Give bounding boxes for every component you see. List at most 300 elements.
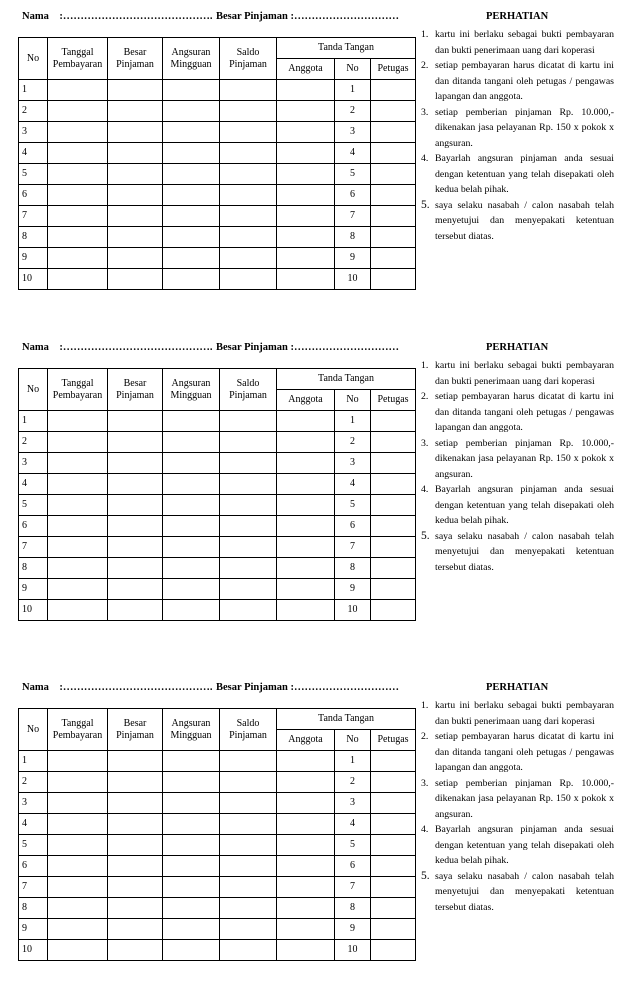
- sign-number: 8: [335, 558, 371, 579]
- note-number: 1.: [421, 360, 429, 371]
- col-header-tanda-tangan: Tanda Tangan: [277, 369, 416, 390]
- petugas-sign-cell: [371, 495, 416, 516]
- tanggal-cell: [48, 516, 108, 537]
- col-header-angsuran: Angsuran Mingguan: [163, 369, 220, 411]
- table-row: [19, 474, 416, 495]
- saldo-cell: [220, 432, 277, 453]
- anggota-sign-cell: [277, 856, 335, 877]
- tanggal-cell: [48, 248, 108, 269]
- angsuran-cell: [163, 495, 220, 516]
- table-row: [19, 835, 416, 856]
- petugas-sign-cell: [371, 558, 416, 579]
- col-header-angsuran: Angsuran Mingguan: [163, 709, 220, 751]
- besar-cell: [108, 919, 163, 940]
- table-row: [19, 600, 416, 621]
- besar-cell: [108, 516, 163, 537]
- petugas-sign-cell: [371, 474, 416, 495]
- petugas-sign-cell: [371, 411, 416, 432]
- note-text: saya selaku nasabah / calon nasabah telah menyetujui dan menyepakati ketentuan tersebut diatas.: [435, 199, 614, 242]
- petugas-sign-cell: [371, 814, 416, 835]
- note-text: setiap pemberian pinjaman Rp. 10.000,- dikenakan jasa pelayanan Rp. 150 x pokok x angsuran.: [435, 106, 614, 149]
- besar-cell: [108, 537, 163, 558]
- note-number: 2.: [421, 731, 429, 742]
- petugas-sign-cell: [371, 772, 416, 793]
- angsuran-cell: [163, 772, 220, 793]
- angsuran-cell: [163, 474, 220, 495]
- sign-number: 1: [335, 411, 371, 432]
- saldo-cell: [220, 269, 277, 290]
- saldo-cell: [220, 793, 277, 814]
- list-item: [418, 27, 614, 58]
- perhatian-notes: [418, 358, 614, 575]
- col-header-anggota: Anggota: [277, 730, 335, 751]
- anggota-sign-cell: [277, 269, 335, 290]
- installment-card: [0, 11, 638, 331]
- saldo-cell: [220, 856, 277, 877]
- list-item: [418, 105, 614, 152]
- row-number: 5: [19, 835, 48, 856]
- tanggal-cell: [48, 940, 108, 961]
- besar-cell: [108, 495, 163, 516]
- table-row: [19, 227, 416, 248]
- besar-cell: [108, 474, 163, 495]
- angsuran-cell: [163, 453, 220, 474]
- sign-number: 9: [335, 919, 371, 940]
- table-row: [19, 269, 416, 290]
- angsuran-cell: [163, 248, 220, 269]
- installment-card: [0, 682, 638, 1002]
- note-number: 3.: [421, 106, 429, 118]
- besar-pinjaman-fill-line: :…………………………: [290, 11, 399, 22]
- besar-pinjaman-label: Besar Pinjaman :…………………………: [216, 342, 399, 353]
- tanggal-cell: [48, 600, 108, 621]
- row-number: 10: [19, 269, 48, 290]
- besar-cell: [108, 814, 163, 835]
- saldo-cell: [220, 227, 277, 248]
- sign-number: 5: [335, 495, 371, 516]
- col-header-besar-pinjaman: Besar Pinjaman: [108, 709, 163, 751]
- angsuran-cell: [163, 227, 220, 248]
- list-item: [418, 698, 614, 729]
- besar-pinjaman-label: Besar Pinjaman :…………………………: [216, 682, 399, 693]
- sign-number: 3: [335, 453, 371, 474]
- note-number: 1.: [421, 29, 429, 40]
- col-header-petugas: Petugas: [371, 390, 416, 411]
- tanggal-cell: [48, 877, 108, 898]
- note-text: setiap pembayaran harus dicatat di kartu ini dan ditanda tangani oleh petugas / pengawas lapangan dan anggota.: [435, 60, 614, 102]
- besar-cell: [108, 164, 163, 185]
- sign-number: 4: [335, 143, 371, 164]
- table-row: [19, 122, 416, 143]
- note-number: 4.: [421, 824, 429, 835]
- sign-number: 7: [335, 877, 371, 898]
- col-header-besar-pinjaman: Besar Pinjaman: [108, 369, 163, 411]
- row-number: 3: [19, 793, 48, 814]
- row-number: 4: [19, 474, 48, 495]
- tanggal-cell: [48, 122, 108, 143]
- saldo-cell: [220, 772, 277, 793]
- payment-table: [18, 37, 416, 290]
- anggota-sign-cell: [277, 206, 335, 227]
- tanggal-cell: [48, 80, 108, 101]
- sign-number: 6: [335, 516, 371, 537]
- anggota-sign-cell: [277, 143, 335, 164]
- angsuran-cell: [163, 835, 220, 856]
- table-row: [19, 814, 416, 835]
- petugas-sign-cell: [371, 164, 416, 185]
- besar-cell: [108, 101, 163, 122]
- angsuran-cell: [163, 516, 220, 537]
- perhatian-notes: [418, 698, 614, 915]
- col-header-no: No: [19, 369, 48, 411]
- sign-number: 5: [335, 164, 371, 185]
- petugas-sign-cell: [371, 143, 416, 164]
- col-header-no-sig: No: [335, 730, 371, 751]
- row-number: 2: [19, 772, 48, 793]
- row-number: 2: [19, 432, 48, 453]
- col-header-tanggal: Tanggal Pembayaran: [48, 369, 108, 411]
- petugas-sign-cell: [371, 453, 416, 474]
- note-text: Bayarlah angsuran pinjaman anda sesuai dengan ketentuan yang telah disepakati oleh kedua belah pihak.: [435, 153, 614, 195]
- anggota-sign-cell: [277, 558, 335, 579]
- sign-number: 3: [335, 122, 371, 143]
- besar-cell: [108, 856, 163, 877]
- col-header-no-sig: No: [335, 390, 371, 411]
- petugas-sign-cell: [371, 940, 416, 961]
- list-item: [418, 869, 614, 916]
- col-header-anggota: Anggota: [277, 390, 335, 411]
- petugas-sign-cell: [371, 856, 416, 877]
- anggota-sign-cell: [277, 772, 335, 793]
- anggota-sign-cell: [277, 122, 335, 143]
- list-item: [418, 529, 614, 576]
- besar-cell: [108, 793, 163, 814]
- anggota-sign-cell: [277, 898, 335, 919]
- row-number: 4: [19, 814, 48, 835]
- note-number: 5.: [421, 529, 430, 542]
- tanggal-cell: [48, 227, 108, 248]
- col-header-angsuran: Angsuran Mingguan: [163, 38, 220, 80]
- col-header-no: No: [19, 38, 48, 80]
- tanggal-cell: [48, 164, 108, 185]
- angsuran-cell: [163, 164, 220, 185]
- col-header-tanda-tangan: Tanda Tangan: [277, 709, 416, 730]
- saldo-cell: [220, 898, 277, 919]
- sign-number: 10: [335, 940, 371, 961]
- anggota-sign-cell: [277, 940, 335, 961]
- petugas-sign-cell: [371, 101, 416, 122]
- tanggal-cell: [48, 814, 108, 835]
- besar-cell: [108, 558, 163, 579]
- anggota-sign-cell: [277, 227, 335, 248]
- list-item: [418, 151, 614, 198]
- table-row: [19, 453, 416, 474]
- row-number: 1: [19, 751, 48, 772]
- tanggal-cell: [48, 143, 108, 164]
- col-header-saldo: Saldo Pinjaman: [220, 38, 277, 80]
- anggota-sign-cell: [277, 600, 335, 621]
- sign-number: 8: [335, 898, 371, 919]
- note-text: setiap pemberian pinjaman Rp. 10.000,- dikenakan jasa pelayanan Rp. 150 x pokok x angsuran.: [435, 777, 614, 820]
- saldo-cell: [220, 814, 277, 835]
- petugas-sign-cell: [371, 877, 416, 898]
- note-text: setiap pemberian pinjaman Rp. 10.000,- dikenakan jasa pelayanan Rp. 150 x pokok x angsuran.: [435, 437, 614, 480]
- nama-label: Nama :…………………………………….: [22, 342, 213, 353]
- besar-cell: [108, 877, 163, 898]
- col-header-anggota: Anggota: [277, 59, 335, 80]
- note-text: kartu ini berlaku sebagai bukti pembayaran dan bukti penerimaan uang dari koperasi: [435, 360, 614, 387]
- note-number: 1.: [421, 700, 429, 711]
- table-row: [19, 751, 416, 772]
- col-header-petugas: Petugas: [371, 730, 416, 751]
- nama-label: Nama :…………………………………….: [22, 682, 213, 693]
- table-row: [19, 877, 416, 898]
- col-header-saldo: Saldo Pinjaman: [220, 369, 277, 411]
- anggota-sign-cell: [277, 474, 335, 495]
- sign-number: 4: [335, 814, 371, 835]
- note-text: Bayarlah angsuran pinjaman anda sesuai dengan ketentuan yang telah disepakati oleh kedua belah pihak.: [435, 484, 614, 526]
- anggota-sign-cell: [277, 164, 335, 185]
- saldo-cell: [220, 516, 277, 537]
- note-number: 3.: [421, 437, 429, 449]
- table-row: [19, 206, 416, 227]
- tanggal-cell: [48, 579, 108, 600]
- table-row: [19, 80, 416, 101]
- anggota-sign-cell: [277, 516, 335, 537]
- anggota-sign-cell: [277, 537, 335, 558]
- sign-number: 10: [335, 600, 371, 621]
- note-text: setiap pembayaran harus dicatat di kartu ini dan ditanda tangani oleh petugas / pengawas lapangan dan anggota.: [435, 731, 614, 773]
- saldo-cell: [220, 919, 277, 940]
- angsuran-cell: [163, 101, 220, 122]
- tanggal-cell: [48, 453, 108, 474]
- saldo-cell: [220, 101, 277, 122]
- angsuran-cell: [163, 206, 220, 227]
- table-row: [19, 164, 416, 185]
- col-header-saldo: Saldo Pinjaman: [220, 709, 277, 751]
- sign-number: 6: [335, 856, 371, 877]
- anggota-sign-cell: [277, 579, 335, 600]
- petugas-sign-cell: [371, 793, 416, 814]
- anggota-sign-cell: [277, 751, 335, 772]
- anggota-sign-cell: [277, 793, 335, 814]
- note-number: 3.: [421, 777, 429, 789]
- row-number: 9: [19, 579, 48, 600]
- angsuran-cell: [163, 579, 220, 600]
- table-row: [19, 143, 416, 164]
- tanggal-cell: [48, 495, 108, 516]
- row-number: 9: [19, 248, 48, 269]
- row-number: 7: [19, 206, 48, 227]
- list-item: [418, 198, 614, 245]
- nama-label: Nama :…………………………………….: [22, 11, 213, 22]
- row-number: 4: [19, 143, 48, 164]
- payment-table: [18, 708, 416, 961]
- petugas-sign-cell: [371, 122, 416, 143]
- besar-cell: [108, 835, 163, 856]
- besar-cell: [108, 143, 163, 164]
- row-number: 1: [19, 411, 48, 432]
- besar-pinjaman-fill-line: :…………………………: [290, 342, 399, 353]
- angsuran-cell: [163, 793, 220, 814]
- table-row: [19, 772, 416, 793]
- note-number: 2.: [421, 391, 429, 402]
- anggota-sign-cell: [277, 432, 335, 453]
- petugas-sign-cell: [371, 432, 416, 453]
- note-number: 4.: [421, 484, 429, 495]
- table-row: [19, 516, 416, 537]
- petugas-sign-cell: [371, 248, 416, 269]
- besar-cell: [108, 80, 163, 101]
- nama-fill-line: :…………………………………….: [59, 342, 213, 353]
- angsuran-cell: [163, 185, 220, 206]
- angsuran-cell: [163, 432, 220, 453]
- angsuran-cell: [163, 269, 220, 290]
- saldo-cell: [220, 411, 277, 432]
- petugas-sign-cell: [371, 80, 416, 101]
- saldo-cell: [220, 537, 277, 558]
- saldo-cell: [220, 877, 277, 898]
- petugas-sign-cell: [371, 600, 416, 621]
- tanggal-cell: [48, 101, 108, 122]
- list-item: [418, 389, 614, 436]
- tanggal-cell: [48, 793, 108, 814]
- note-text: Bayarlah angsuran pinjaman anda sesuai dengan ketentuan yang telah disepakati oleh kedua belah pihak.: [435, 824, 614, 866]
- besar-cell: [108, 898, 163, 919]
- petugas-sign-cell: [371, 516, 416, 537]
- row-number: 6: [19, 185, 48, 206]
- table-row: [19, 101, 416, 122]
- petugas-sign-cell: [371, 206, 416, 227]
- row-number: 1: [19, 80, 48, 101]
- col-header-no: No: [19, 709, 48, 751]
- row-number: 7: [19, 877, 48, 898]
- row-number: 10: [19, 940, 48, 961]
- petugas-sign-cell: [371, 751, 416, 772]
- sign-number: 1: [335, 80, 371, 101]
- saldo-cell: [220, 579, 277, 600]
- saldo-cell: [220, 185, 277, 206]
- angsuran-cell: [163, 537, 220, 558]
- row-number: 5: [19, 495, 48, 516]
- table-row: [19, 537, 416, 558]
- besar-cell: [108, 206, 163, 227]
- row-number: 3: [19, 122, 48, 143]
- angsuran-cell: [163, 143, 220, 164]
- besar-cell: [108, 940, 163, 961]
- table-row: [19, 495, 416, 516]
- saldo-cell: [220, 122, 277, 143]
- anggota-sign-cell: [277, 495, 335, 516]
- note-text: saya selaku nasabah / calon nasabah telah menyetujui dan menyepakati ketentuan tersebut diatas.: [435, 530, 614, 573]
- table-row: [19, 558, 416, 579]
- row-number: 5: [19, 164, 48, 185]
- list-item: [418, 436, 614, 483]
- besar-cell: [108, 432, 163, 453]
- petugas-sign-cell: [371, 185, 416, 206]
- petugas-sign-cell: [371, 835, 416, 856]
- row-number: 8: [19, 898, 48, 919]
- saldo-cell: [220, 143, 277, 164]
- saldo-cell: [220, 751, 277, 772]
- saldo-cell: [220, 80, 277, 101]
- tanggal-cell: [48, 537, 108, 558]
- row-number: 8: [19, 227, 48, 248]
- besar-cell: [108, 227, 163, 248]
- besar-cell: [108, 248, 163, 269]
- angsuran-cell: [163, 80, 220, 101]
- anggota-sign-cell: [277, 835, 335, 856]
- saldo-cell: [220, 558, 277, 579]
- table-row: [19, 793, 416, 814]
- row-number: 9: [19, 919, 48, 940]
- sign-number: 2: [335, 101, 371, 122]
- angsuran-cell: [163, 898, 220, 919]
- angsuran-cell: [163, 411, 220, 432]
- table-row: [19, 579, 416, 600]
- besar-cell: [108, 185, 163, 206]
- angsuran-cell: [163, 877, 220, 898]
- note-text: saya selaku nasabah / calon nasabah telah menyetujui dan menyepakati ketentuan tersebut diatas.: [435, 870, 614, 913]
- anggota-sign-cell: [277, 919, 335, 940]
- petugas-sign-cell: [371, 919, 416, 940]
- besar-cell: [108, 269, 163, 290]
- anggota-sign-cell: [277, 248, 335, 269]
- sign-number: 10: [335, 269, 371, 290]
- col-header-tanggal: Tanggal Pembayaran: [48, 38, 108, 80]
- tanggal-cell: [48, 558, 108, 579]
- list-item: [418, 776, 614, 823]
- sign-number: 6: [335, 185, 371, 206]
- tanggal-cell: [48, 751, 108, 772]
- besar-pinjaman-label: Besar Pinjaman :…………………………: [216, 11, 399, 22]
- besar-cell: [108, 411, 163, 432]
- note-number: 5.: [421, 869, 430, 882]
- besar-cell: [108, 772, 163, 793]
- tanggal-cell: [48, 474, 108, 495]
- row-number: 6: [19, 516, 48, 537]
- col-header-no-sig: No: [335, 59, 371, 80]
- besar-cell: [108, 122, 163, 143]
- tanggal-cell: [48, 185, 108, 206]
- anggota-sign-cell: [277, 185, 335, 206]
- anggota-sign-cell: [277, 453, 335, 474]
- besar-cell: [108, 600, 163, 621]
- tanggal-cell: [48, 856, 108, 877]
- note-text: kartu ini berlaku sebagai bukti pembayaran dan bukti penerimaan uang dari koperasi: [435, 29, 614, 56]
- angsuran-cell: [163, 600, 220, 621]
- angsuran-cell: [163, 856, 220, 877]
- angsuran-cell: [163, 751, 220, 772]
- anggota-sign-cell: [277, 101, 335, 122]
- note-number: 5.: [421, 198, 430, 211]
- perhatian-heading: PERHATIAN: [486, 682, 549, 693]
- angsuran-cell: [163, 919, 220, 940]
- row-number: 3: [19, 453, 48, 474]
- row-number: 7: [19, 537, 48, 558]
- petugas-sign-cell: [371, 269, 416, 290]
- sign-number: 3: [335, 793, 371, 814]
- besar-cell: [108, 751, 163, 772]
- tanggal-cell: [48, 898, 108, 919]
- petugas-sign-cell: [371, 537, 416, 558]
- petugas-sign-cell: [371, 579, 416, 600]
- note-text: kartu ini berlaku sebagai bukti pembayaran dan bukti penerimaan uang dari koperasi: [435, 700, 614, 727]
- col-header-tanggal: Tanggal Pembayaran: [48, 709, 108, 751]
- sign-number: 9: [335, 248, 371, 269]
- saldo-cell: [220, 495, 277, 516]
- saldo-cell: [220, 600, 277, 621]
